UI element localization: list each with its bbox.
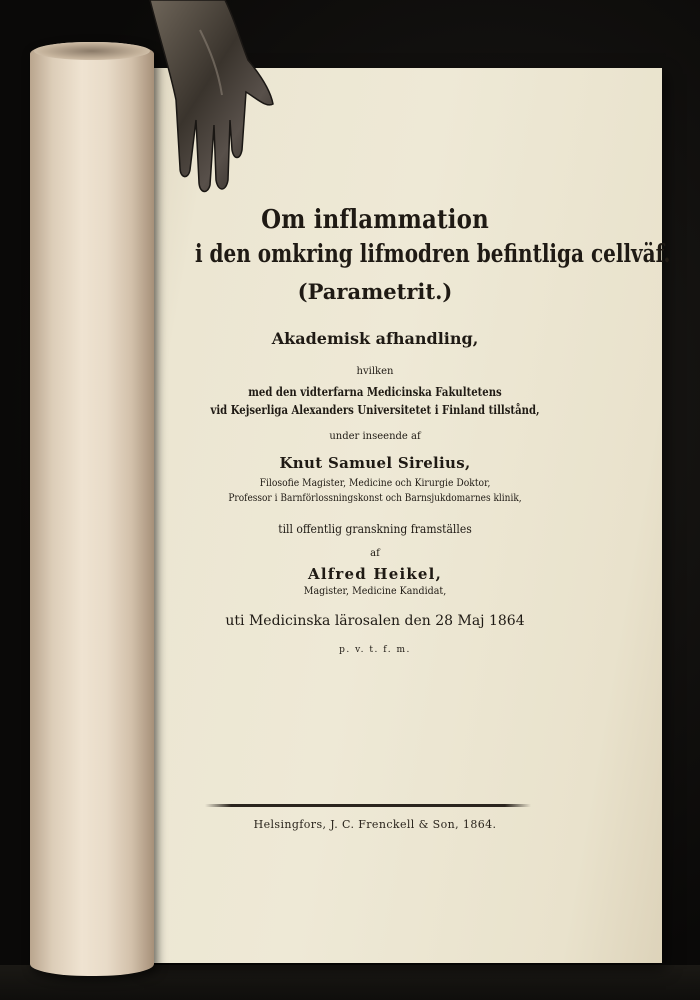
under-line: under inseende af [329,431,421,442]
author-title: Magister, Medicine Kandidat, [303,586,447,597]
abbreviation-line: p. v. t. f. m. [339,645,411,655]
genre-line: Akademisk afhandling, [271,329,479,348]
divider-rule [205,804,531,807]
supervisor-title-2: Professor i Barnförlossningskonst och Barnsjukdomarnes klinik, [228,493,522,504]
imprint-line: Helsingfors, J. C. Frenckell & Son, 1864. [253,818,497,831]
hvilken-line: hvilken [356,366,394,377]
af-line: af [370,548,380,559]
title-line-2: i den omkring lifmodren befintliga cellväf. [195,239,671,268]
faculty-line-2: vid Kejserliga Alexanders Universitetet i Finland tillstånd, [210,403,540,417]
faculty-line-1: med den vidterfarna Medicinska Fakultetens [248,385,502,399]
supervisor-title-1: Filosofie Magister, Medicine och Kirurgie Doktor, [259,478,491,489]
examination-line: till offentlig granskning framställes [278,522,472,536]
title-page-text [150,205,671,655]
bronze-hand-icon [130,0,280,200]
title-line-1: Om inflammation [261,205,489,235]
author-name: Alfred Heikel, [307,565,443,583]
venue-date-line: uti Medicinska lärosalen den 28 Maj 1864 [225,613,525,629]
subtitle: (Parametrit.) [297,279,453,304]
supervisor-name: Knut Samuel Sirelius, [279,454,471,472]
